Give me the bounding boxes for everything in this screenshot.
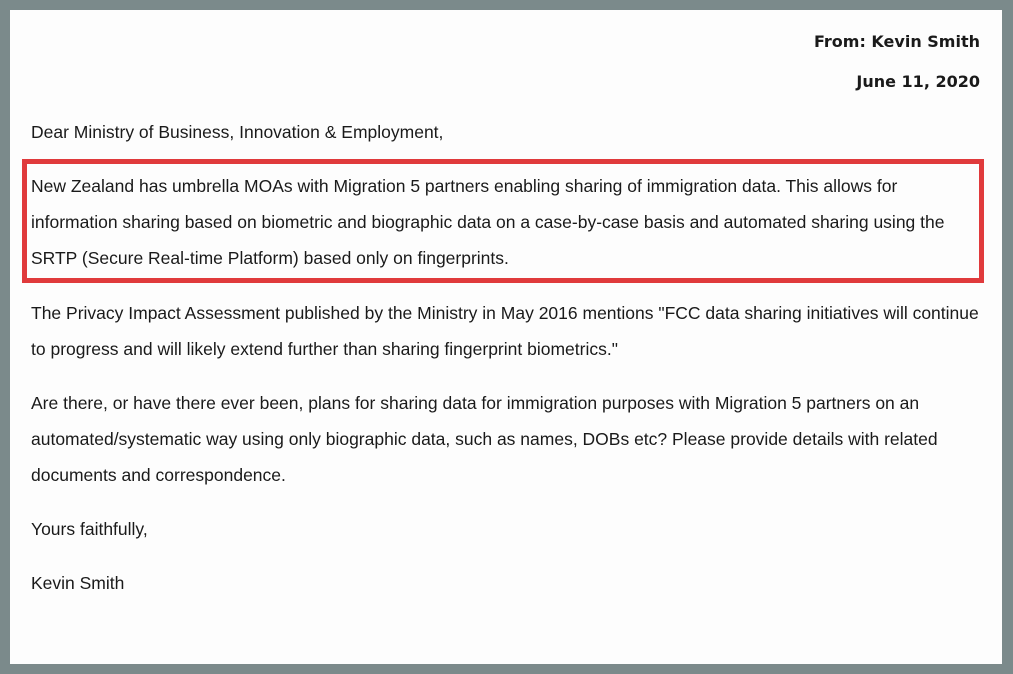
paragraph-request: Are there, or have there ever been, plans for sharing data for immigration purposes with Migration 5 partners on an automated/systematic way using only biographic data, such as names, DOBs etc? Please provide details with related documents and correspondence.: [31, 393, 938, 485]
closing: Yours faithfully,: [31, 519, 148, 539]
letter-page: [10, 10, 1002, 664]
sender-line: From: Kevin Smith: [814, 32, 980, 51]
salutation: Dear Ministry of Business, Innovation & Employment,: [31, 122, 444, 142]
paragraph-privacy-assessment: The Privacy Impact Assessment published by the Ministry in May 2016 mentions "FCC data sharing initiatives will continue to progress and will likely extend further than sharing fingerprint biometrics.": [31, 303, 979, 359]
letter-date: June 11, 2020: [856, 72, 980, 91]
signature: Kevin Smith: [31, 573, 125, 593]
paragraph-highlighted: New Zealand has umbrella MOAs with Migration 5 partners enabling sharing of immigration data. This allows for information sharing based on biometric and biographic data on a case-by-case basis and automated sharing using the SRTP (Secure Real-time Platform) based only on fingerprints.: [31, 176, 945, 268]
